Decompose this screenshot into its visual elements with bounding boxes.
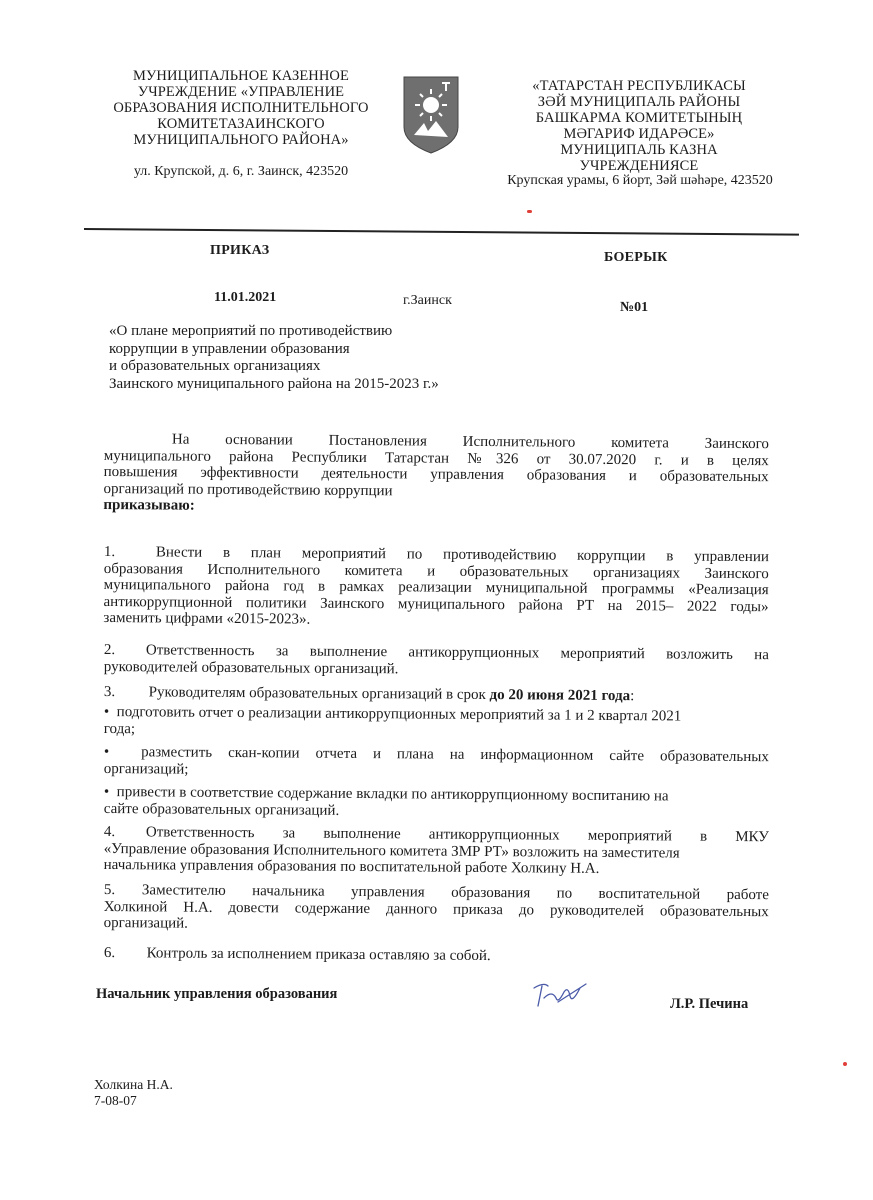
order-subject	[109, 323, 529, 393]
coat-of-arms-icon	[402, 75, 460, 155]
bullet-item-1	[104, 704, 769, 742]
item-number: 1.	[103, 544, 116, 561]
bullet-item-2	[104, 744, 769, 782]
subject-line: «О плане мероприятий по противодействию	[109, 323, 393, 339]
item-number: 5.	[103, 882, 116, 899]
item-line: Внести в план мероприятий по противодействию коррупции в управлении	[155, 544, 769, 566]
scan-speck	[843, 1062, 847, 1066]
left-address: ул. Крупской, д. 6, г. Заинск, 423520	[133, 164, 349, 179]
deadline: до 20 июня 2021 года	[489, 687, 631, 705]
item-text: Контроль за исполнением приказа оставляю за собой.	[146, 945, 491, 965]
right-org-line: БАШКАРМА КОМИТЕТЫНЫҢ	[535, 110, 743, 126]
item-line: Ответственность за выполнение антикоррупционных мероприятий в МКУ	[145, 824, 769, 846]
bullet-text: привести в соответствие содержание вкладки по антикоррупционному воспитанию на	[116, 784, 669, 805]
subject-line: и образовательных организациях	[109, 358, 321, 374]
item-number: 3.	[103, 684, 116, 701]
subject-line: коррупции в управлении образования	[109, 340, 350, 357]
item-line: Холкиной Н.А. довести содержание данного приказа до руководителей образовательных	[103, 898, 769, 920]
item-line: заменить цифрами «2015-2023».	[103, 609, 311, 628]
bullet-icon: •	[103, 744, 142, 761]
right-org-line: «ТАТАРСТАН РЕСПУБЛИКАСЫ	[532, 78, 746, 94]
item-line: Ответственность за выполнение антикоррупционных мероприятий возложить на	[145, 642, 769, 664]
item-line: «Управление образования Исполнительного комитета ЗМР РТ» возложить на заместителя	[103, 840, 680, 862]
preamble	[103, 431, 769, 519]
left-org-line: КОМИТЕТАЗАИНСКОГО	[157, 116, 325, 132]
bullet-text: сайте образовательных организаций.	[103, 800, 340, 819]
preamble-line: организаций по противодействию коррупции	[103, 480, 393, 499]
order-directive: приказываю:	[103, 496, 195, 514]
order-date: 11.01.2021	[214, 290, 277, 305]
preamble-line: муниципального района Республики Татарстан №326 от 30.07.2020 г. и в целях	[103, 447, 769, 469]
item-4	[104, 824, 769, 879]
order-title-ru: ПРИКАЗ	[210, 243, 270, 258]
bullet-text: разместить скан-копии отчета и плана на информационном сайте образовательных	[141, 744, 769, 766]
preamble-line: повышения эффективности деятельности управления образования и образовательных	[103, 463, 769, 486]
order-city: г.Заинск	[403, 293, 452, 308]
item-number: 4.	[103, 824, 116, 841]
bullet-text: года;	[103, 720, 136, 737]
left-org-line: УЧРЕЖДЕНИЕ «УПРАВЛЕНИЕ	[137, 84, 345, 100]
bullet-text: подготовить отчет о реализации антикоррупционных мероприятий за 1 и 2 квартал 2021	[116, 704, 682, 725]
executor-phone: 7-08-07	[94, 1093, 137, 1108]
item-line: Заместителю начальника управления образования по воспитательной работе	[141, 882, 769, 904]
executor-name: Холкина Н.А.	[94, 1077, 173, 1092]
item-6	[104, 945, 769, 967]
signer-position: Начальник управления образования	[96, 986, 338, 1002]
item-line: организаций.	[103, 914, 189, 932]
order-title-tt: БОЕРЫК	[604, 250, 668, 265]
order-number: №01	[620, 300, 649, 315]
item-3	[104, 684, 769, 706]
right-address: Крупская урамы, 6 йорт, Зәй шәһәре, 423520	[507, 173, 773, 188]
subject-line: Заинского муниципального района на 2015-2023 г.»	[109, 375, 439, 392]
item-line: антикоррупционной политики Заинского муниципального района РТ на 2015– 2022 годы»	[103, 593, 769, 615]
left-org-line: МУНИЦИПАЛЬНОГО РАЙОНА»	[133, 132, 349, 148]
preamble-line: На основании Постановления Исполнительного комитета Заинского	[171, 431, 769, 453]
item-number: 6.	[103, 945, 116, 962]
item-number: 2.	[103, 642, 116, 659]
deadline-colon: :	[630, 688, 635, 705]
header-divider	[84, 228, 799, 236]
item-line: руководителей образовательных организаций.	[103, 658, 399, 677]
item-5	[104, 882, 769, 937]
scan-speck	[527, 210, 532, 213]
item-2	[104, 642, 769, 680]
item-1	[103, 544, 769, 632]
handwritten-signature	[528, 980, 590, 1010]
right-org-line: УЧРЕЖДЕНИЯСЕ	[579, 158, 699, 174]
bullet-icon: •	[103, 704, 117, 721]
left-org-line: ОБРАЗОВАНИЯ ИСПОЛНИТЕЛЬНОГО	[113, 100, 369, 116]
item-line: начальника управления образования по воспитательной работе Холкину Н.А.	[103, 856, 600, 877]
item-line: муниципального района год в рамках реализации муниципальной программы «Реализация	[103, 576, 769, 599]
left-org-block	[100, 68, 382, 148]
bullet-text: организаций;	[103, 760, 189, 778]
right-org-block	[498, 78, 780, 174]
right-org-line: МӘГАРИФ ИДАРӘСЕ»	[563, 126, 715, 142]
item-text: Руководителям образовательных организаций в срок	[148, 684, 490, 704]
item-line: образования Исполнительного комитета и образовательных организациях Заинского	[103, 560, 769, 582]
executor-block	[94, 1077, 173, 1109]
left-org-line: МУНИЦИПАЛЬНОЕ КАЗЕННОЕ	[133, 68, 349, 84]
bullet-icon: •	[103, 784, 117, 801]
right-org-line: ЗӘЙ МУНИЦИПАЛЬ РАЙОНЫ	[537, 94, 741, 110]
right-org-line: МУНИЦИПАЛЬ КАЗНА	[560, 142, 718, 158]
bullet-item-3	[104, 784, 769, 822]
signer-name: Л.Р. Печина	[670, 996, 749, 1012]
